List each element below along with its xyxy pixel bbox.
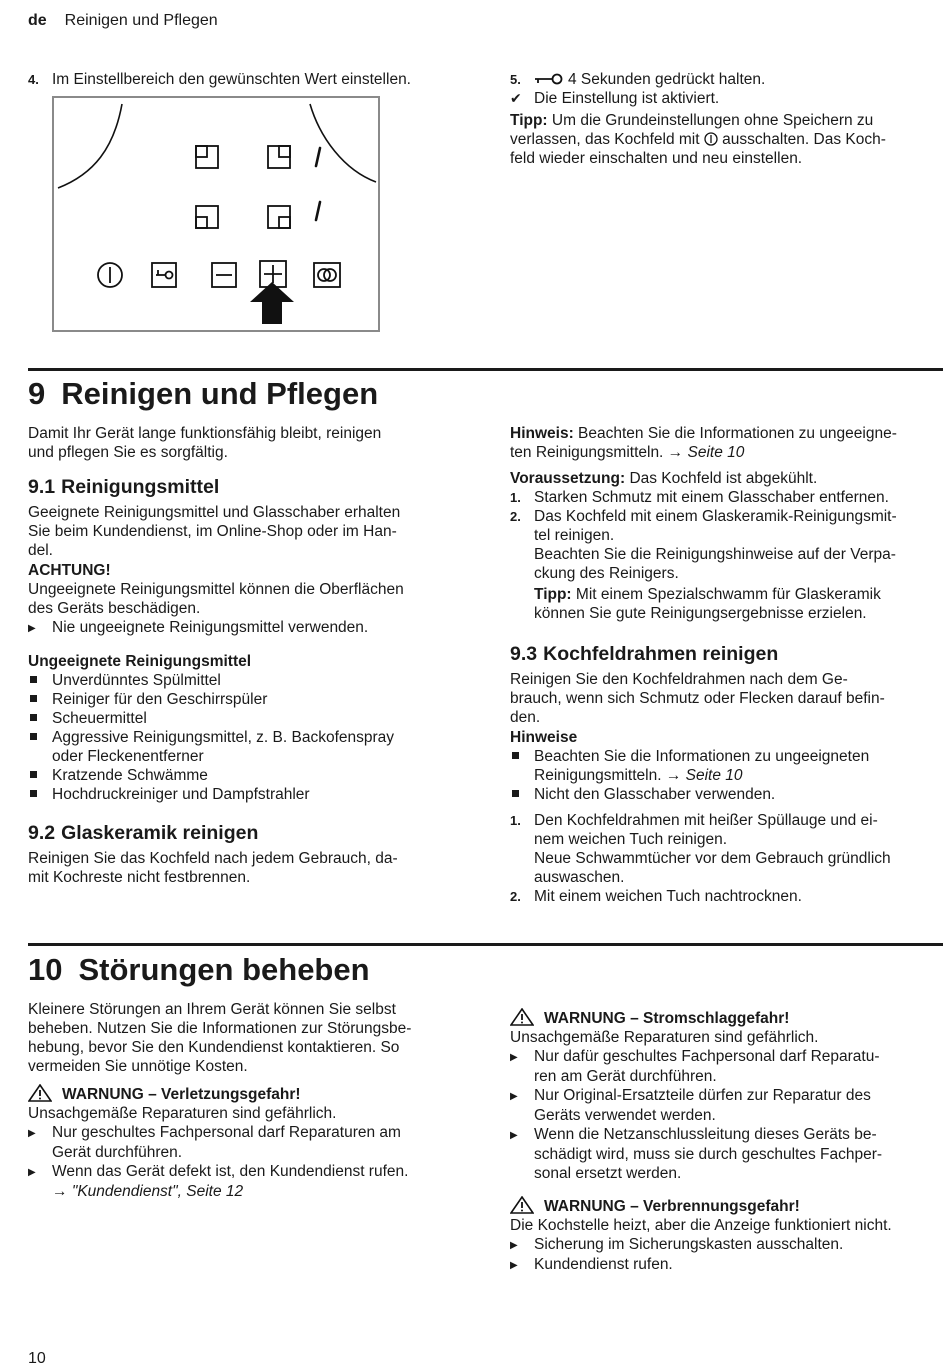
action-triangle-icon: ▶ [510,1052,518,1063]
bullet-icon [510,785,534,804]
hinweise-title: Hinweise [510,729,578,746]
header-lang: de [28,12,47,29]
page-number: 10 [28,1350,46,1367]
running-header [28,11,218,30]
list-item: Scheuermittel [28,709,478,728]
list-item: Hochdruckreiniger und Dampfstrahler [28,785,478,804]
section-9-heading: 9 Reinigen und Pflegen [28,376,379,411]
power-icon [704,132,718,146]
warning-triangle-icon [28,1084,52,1102]
action-triangle-icon: ▶ [510,1240,518,1251]
section-9-rule [28,368,943,371]
page-reference: "Kundendienst", Seite 12 [71,1183,244,1200]
check-icon: ✔ [510,90,522,106]
cooktop-illustration [54,98,378,330]
warning-triangle-icon [510,1008,534,1026]
list-item: Aggressive Reinigungsmittel, z. B. Backofenspray [28,728,478,747]
section-9-1-heading: 9.1 Reinigungsmittel [28,476,220,498]
display-digit-2 [316,202,320,220]
display-digit-1 [316,148,320,166]
action-triangle-icon: ▶ [28,623,36,634]
bullet-icon [28,709,52,728]
section-10-left: Kleinere Störungen an Ihrem Gerät können Sie selbst beheben. Nutzen Sie die Informationen zur Störungsbe- hebung, bevor Sie den Kundendienst kontaktieren. So vermeiden Sie unnötige Kosten. WARNUNG – Verletzungsgefahr! Unsachgemäße Reparaturen sind gefährlich. ▶ Nur geschultes Fachpersonal darf Reparaturen am Gerät durchführen. ▶ Wenn das Gerät defekt ist, den Kundendienst rufen. → "Kundendienst", Seite 12 [28,1001,412,1200]
page-reference: Seite 10 [685,767,743,784]
bullet-icon [510,747,534,766]
bullet-icon [28,671,52,690]
action-triangle-icon: ▶ [28,1167,36,1178]
key-lock-icon [534,73,564,85]
page-reference: Seite 10 [687,444,745,461]
achtung-label: ACHTUNG! [28,562,111,579]
section-10-rule [28,943,943,946]
step-5: 5. 4 Sekunden gedrückt halten. ✔ Die Einstellung ist aktiviert. Tipp: Um die Grundeinstellungen ohne Speichern zu verlassen, das Kochfeld mit ausschalten. Das Koch- feld wieder einschalten und neu einstellen. [510,71,886,167]
section-9-left: Damit Ihr Gerät lange funktionsfähig bleibt, reinigen und pflegen Sie es sorgfältig. 9.1 Reinigungsmittel Geeignete Reinigungsmittel und Glasschaber erhalten Sie beim Kundendienst, im Online-Shop oder im Han- del. ACHTUNG! Ungeeignete Reinigungsmittel können die Oberflächen des Geräts beschädigen. ▶ Nie ungeeignete Reinigungsmittel verwenden. Ungeeignete Reinigungsmittel Unverdünntes Spülmittel Reiniger für den Geschirrspüler Scheuermittel Aggressive Reinigungsmittel, z. B. Backofenspray oder Fleckenentferner Kratzende Schwämme Hochdruckreiniger und Dampfstrahler 9.2 Glaskeramik reinigen Reinigen Sie das Kochfeld nach jedem Gebrauch, da- mit Kochreste nicht festbrennen. [28,424,478,887]
unsuitable-title: Ungeeignete Reinigungsmittel [28,653,252,670]
step-4: 4. Im Einstellbereich den gewünschten Wert einstellen. [28,71,411,88]
action-triangle-icon: ▶ [510,1260,518,1271]
arrow-up-icon [250,282,294,324]
section-10-heading: 10 Störungen beheben [28,952,370,987]
section-10-right: WARNUNG – Stromschlaggefahr! Unsachgemäße Reparaturen sind gefährlich. ▶ Nur dafür geschultes Fachpersonal darf Reparatu- ren am Gerät durchführen. ▶ Nur Original-Ersatzteile dürfen zur Reparatur des Geräts verwendet werden. ▶ Wenn die Netzanschlussleitung dieses Geräts be- schädigt wird, muss sie durch geschultes Fachper- sonal ersetzt werden. WARNUNG – Verbrennungsgefahr! Die Kochstelle heizt, aber die Anzeige funktioniert nicht. ▶ Sicherung im Sicherungskasten ausschalten. ▶ Kundendienst rufen. [510,1010,892,1273]
section-9-2-heading: 9.2 Glaskeramik reinigen [28,822,259,844]
bullet-icon [28,766,52,785]
list-item: Kratzende Schwämme [28,766,478,785]
list-item: Reiniger für den Geschirrspüler [28,690,478,709]
list-item: Nicht den Glasschaber verwenden. [510,785,942,804]
action-triangle-icon: ▶ [510,1130,518,1141]
section-9-right: Hinweis: Beachten Sie die Informationen zu ungeeigne- ten Reinigungsmitteln. → Seite 10 Voraussetzung: Das Kochfeld ist abgekühlt. 1. Starken Schmutz mit einem Glasschaber entfernen. 2. Das Kochfeld mit einem Glaskeramik-Reinigungsmit- tel reinigen. Beachten Sie die Reinigungshinweise auf der Verpa- ckung des Reinigers. Tipp: Mit einem Spezialschwamm für Glaskeramik können Sie gute Reinigungsergebnisse erzielen. 9.3 Kochfeldrahmen reinigen Reinigen Sie den Kochfeldrahmen nach dem Ge- brauch, wenn sich Schmutz oder Flecken darauf befin- den. Hinweise Beachten Sie die Informationen zu ungeeigneten Reinigungsmitteln. → Seite 10 Nicht den Glasschaber verwenden. 1. Den Kochfeldrahmen mit heißer Spüllauge und ei- nem weichen Tuch reinigen. Neue Schwammtücher vor dem Gebrauch gründlich auswaschen. 2. Mit einem weichen Tuch nachtrocknen. [510,424,942,906]
bullet-icon [28,728,52,747]
action-triangle-icon: ▶ [28,1128,36,1139]
action-triangle-icon: ▶ [510,1091,518,1102]
bullet-icon [28,690,52,709]
header-title: Reinigen und Pflegen [64,12,218,29]
cooktop-control-diagram [52,96,380,332]
warning-triangle-icon [510,1196,534,1214]
list-item: Beachten Sie die Informationen zu ungeeigneten [510,747,942,766]
list-item: Unverdünntes Spülmittel [28,671,478,690]
bullet-icon [28,785,52,804]
section-9-3-heading: 9.3 Kochfeldrahmen reinigen [510,643,779,665]
